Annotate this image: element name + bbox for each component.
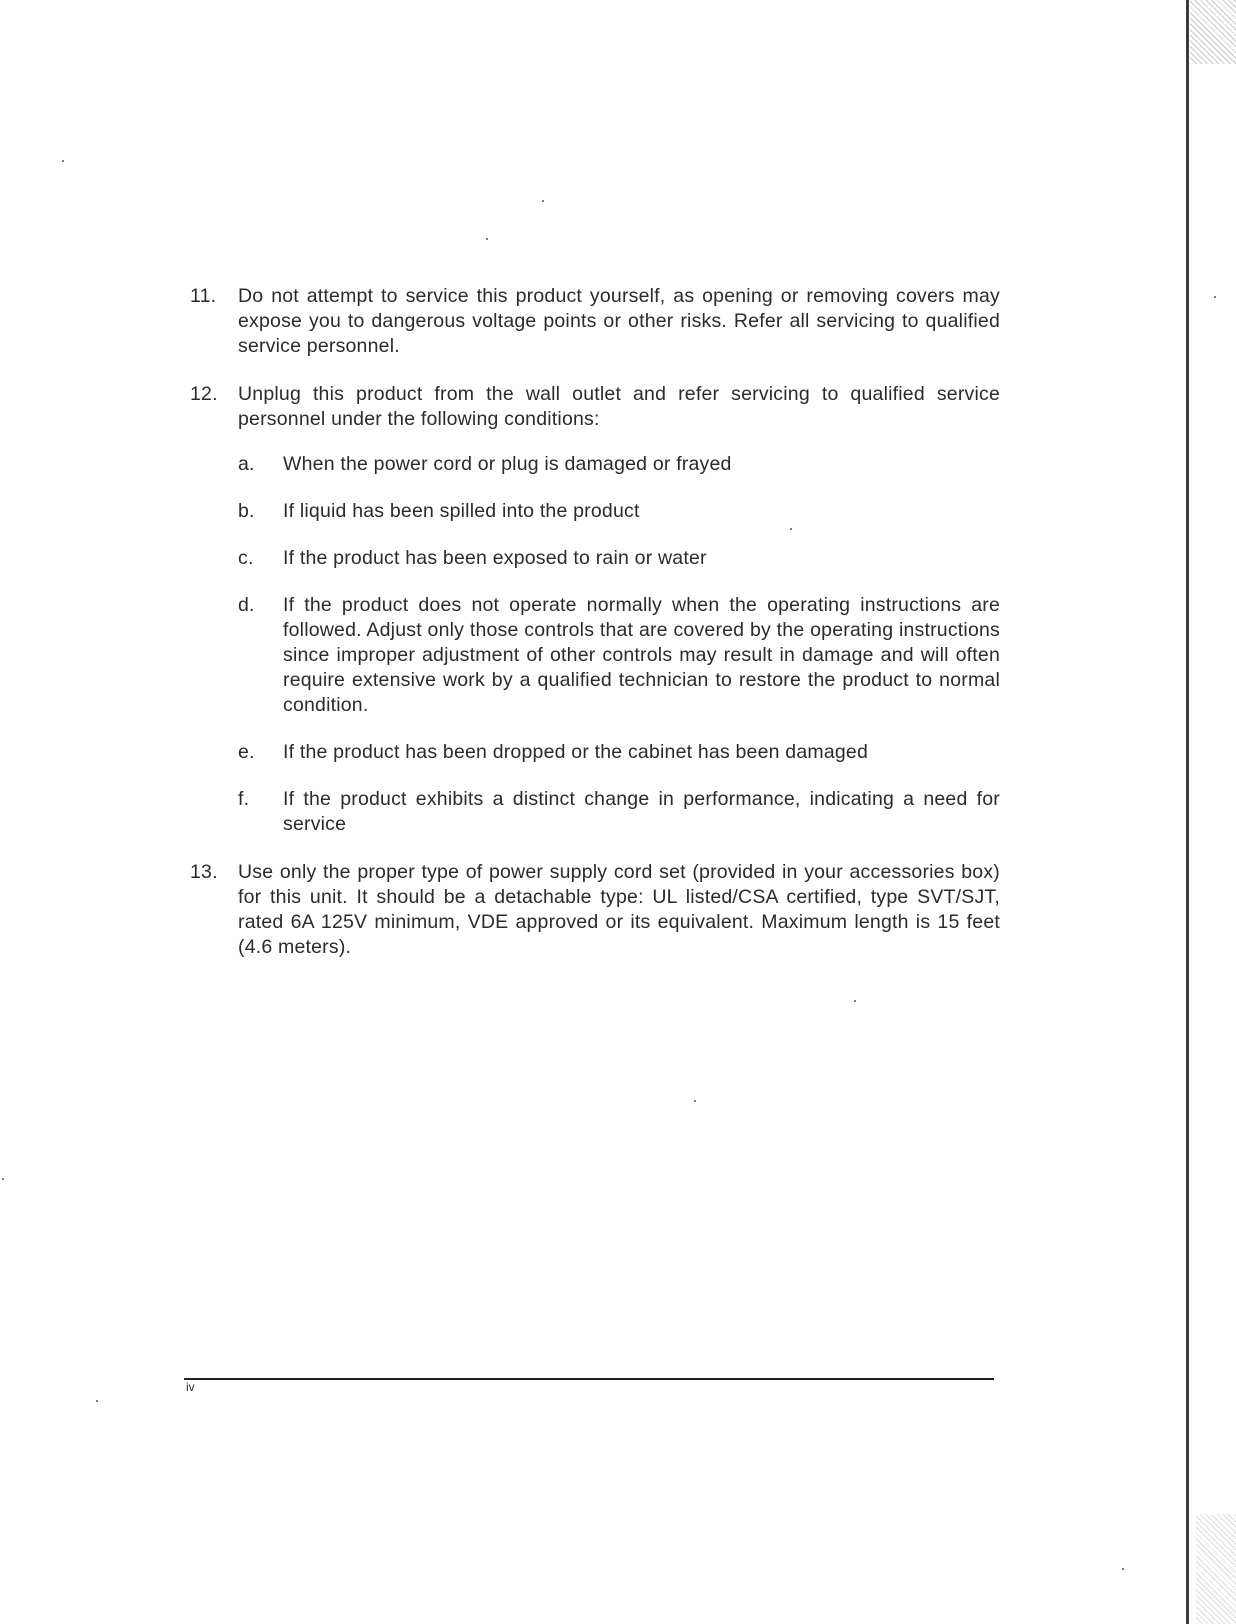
scan-speck [486,238,488,240]
sublist-item-f [238,787,1000,837]
scan-speck [854,1000,856,1002]
sub-letter: a. [238,453,255,475]
sub-text: If liquid has been spilled into the product [283,500,640,522]
scan-edge-speckle-top [1190,0,1236,64]
scan-speck [542,200,544,202]
sub-text: If the product exhibits a distinct change in performance, indicating a need for service [283,788,1000,835]
scan-speck [2,1178,4,1180]
list-item-12 [190,382,1000,432]
scan-speck [1214,296,1216,298]
item-text: Use only the proper type of power supply cord set (provided in your accessories box) for this unit. It should be a detachable type: UL listed/CSA certified, type SVT/SJT, rated 6A 125V minimum, VDE approved or its equivalent. Maximum length is 15 feet (4.6 meters). [238,861,1000,958]
safety-instructions-list [190,284,1000,960]
sub-letter: f. [238,788,250,810]
conditions-sublist [238,452,1000,837]
sub-text: If the product has been dropped or the cabinet has been damaged [283,741,869,763]
sub-letter: d. [238,594,255,616]
sub-letter: c. [238,547,254,569]
scan-speck [62,160,64,162]
page-number: iv [186,1380,195,1394]
sublist-item-b [238,499,1000,524]
scan-speck [1122,1568,1124,1570]
sub-text: If the product does not operate normally when the operating instructions are followed. Adjust only those controls that are covered by the operating instructions since improper adjustment of other controls may result in damage and will often require extensive work by a qualified technician to restore the product to normal condition. [283,594,1000,716]
item-text: Unplug this product from the wall outlet and refer servicing to qualified service personnel under the following conditions: [238,383,1000,430]
scan-edge-speckle-bottom [1196,1514,1236,1624]
sub-text: When the power cord or plug is damaged or frayed [283,453,732,475]
footer-rule [184,1378,994,1380]
item-text: Do not attempt to service this product yourself, as opening or removing covers may expose you to dangerous voltage points or other risks. Refer all servicing to qualified service personnel. [238,285,1000,357]
scan-speck [694,1100,696,1102]
item-number: 12. [190,383,218,405]
list-item-11 [190,284,1000,359]
item-number: 13. [190,861,218,883]
scan-speck [96,1400,98,1402]
list-item-13 [190,860,1000,960]
sub-letter: b. [238,500,255,522]
scan-edge-line [1186,0,1189,1624]
item-number: 11. [190,285,217,307]
sublist-item-a [238,452,1000,477]
sublist-item-d [238,593,1000,718]
sublist-item-e [238,740,1000,765]
sub-letter: e. [238,741,255,763]
sub-text: If the product has been exposed to rain or water [283,547,707,569]
sublist-item-c [238,546,1000,571]
